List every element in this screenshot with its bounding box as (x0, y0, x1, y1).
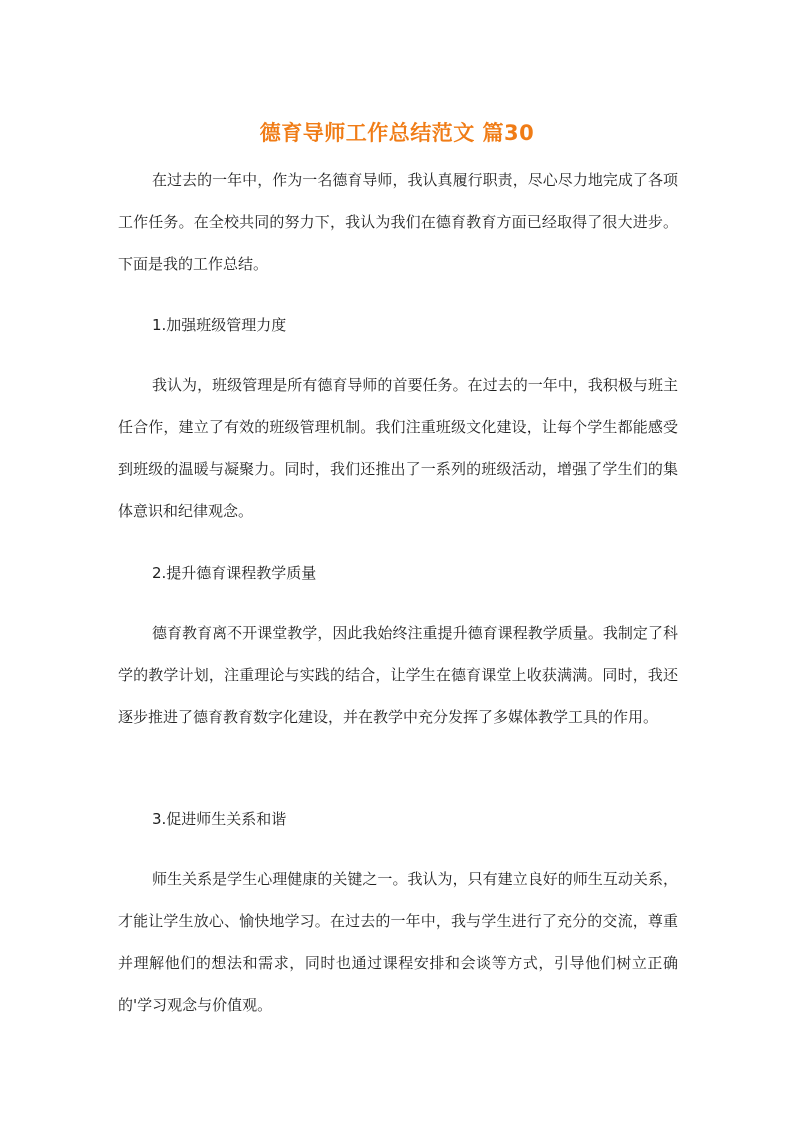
section-body-1: 我认为，班级管理是所有德育导师的首要任务。在过去的一年中，我积极与班主任合作，建立了有效的班级管理机制。我们注重班级文化建设，让每个学生都能感受到班级的温暖与凝聚力。同时，我们还推出了一系列的班级活动，增强了学生们的集体意识和纪律观念。 (118, 376, 678, 520)
section-heading-2: 2.提升德育课程教学质量 (152, 564, 317, 582)
section-heading-3: 3.促进师生关系和谐 (152, 810, 287, 828)
document-title: 德育导师工作总结范文 篇30 (259, 121, 535, 146)
section-heading-1: 1.加强班级管理力度 (152, 316, 287, 334)
section-body-3: 师生关系是学生心理健康的关键之一。我认为，只有建立良好的师生互动关系，才能让学生放心、愉快地学习。在过去的一年中，我与学生进行了充分的交流，尊重并理解他们的想法和需求，同时也通过课程安排和会谈等方式，引导他们树立正确的'学习观念与价值观。 (118, 870, 678, 1014)
intro-paragraph: 在过去的一年中，作为一名德育导师，我认真履行职责，尽心尽力地完成了各项工作任务。在全校共同的努力下，我认为我们在德育教育方面已经取得了很大进步。下面是我的工作总结。 (118, 171, 678, 273)
section-body-2: 德育教育离不开课堂教学，因此我始终注重提升德育课程教学质量。我制定了科学的教学计划，注重理论与实践的结合，让学生在德育课堂上收获满满。同时，我还逐步推进了德育教育数字化建设，并在教学中充分发挥了多媒体教学工具的作用。 (118, 624, 678, 726)
